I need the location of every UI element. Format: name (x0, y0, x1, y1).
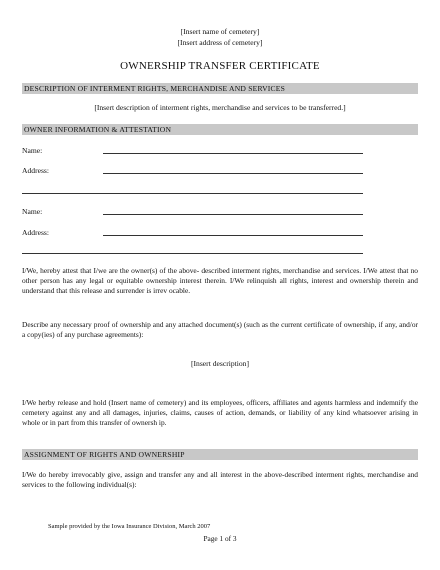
address-field-1-line-2[interactable] (22, 193, 363, 194)
assignment-paragraph: I/We do hereby irrevocably give, assign and transfer any and all interest in the above-described interment rights, merchandise and services to the following individual(s): (22, 470, 418, 489)
description-placeholder: [Insert description of interment rights, merchandise and services to be transferred.] (94, 103, 346, 112)
insert-description-placeholder: [Insert description] (191, 359, 249, 368)
section-heading-description: DESCRIPTION OF INTERMENT RIGHTS, MERCHANDISE AND SERVICES (22, 83, 418, 94)
address-field-1[interactable] (103, 173, 363, 174)
name-label-2: Name: (22, 207, 43, 216)
name-field-2[interactable] (103, 214, 363, 215)
attestation-paragraph: I/We, hereby attest that I/we are the owner(s) of the above- described interment rights, merchandise and services. I/We attest that no other person has any legal or equitable ownership interest therein. I/We relinquish all rights, interest and ownership therein and understand that this release and surrender is irrev ocable. (22, 266, 418, 295)
cemetery-name-placeholder: [Insert name of cemetery] (180, 27, 260, 36)
page-number: Page 1 of 3 (203, 534, 237, 543)
cemetery-address-placeholder: [Insert address of cemetery] (177, 38, 263, 47)
sample-note: Sample provided by the Iowa Insurance Division, March 2007 (48, 523, 211, 530)
proof-of-ownership-paragraph: Describe any necessary proof of ownership and any attached document(s) (such as the current certificate of ownership, if any, and/or a copy(ies) of any purchase agreements): (22, 320, 418, 339)
address-field-2-line-2[interactable] (22, 253, 363, 254)
release-paragraph: I/We herby release and hold (Insert name of cemetery) and its employees, officers, affiliates and agents harmless and indemnify the cemetery against any and all damages, injuries, claims, causes of action, demands, or liability of any kind whatsoever arising in whole or in part from this transfer of ownersh ip. (22, 398, 418, 427)
address-label-1: Address: (22, 166, 49, 175)
name-field-1[interactable] (103, 153, 363, 154)
document-title: OWNERSHIP TRANSFER CERTIFICATE (120, 60, 320, 72)
name-label-1: Name: (22, 146, 43, 155)
section-heading-owner-info: OWNER INFORMATION & ATTESTATION (22, 124, 418, 135)
address-field-2[interactable] (103, 235, 363, 236)
section-heading-assignment: ASSIGNMENT OF RIGHTS AND OWNERSHIP (22, 449, 418, 460)
address-label-2: Address: (22, 228, 49, 237)
